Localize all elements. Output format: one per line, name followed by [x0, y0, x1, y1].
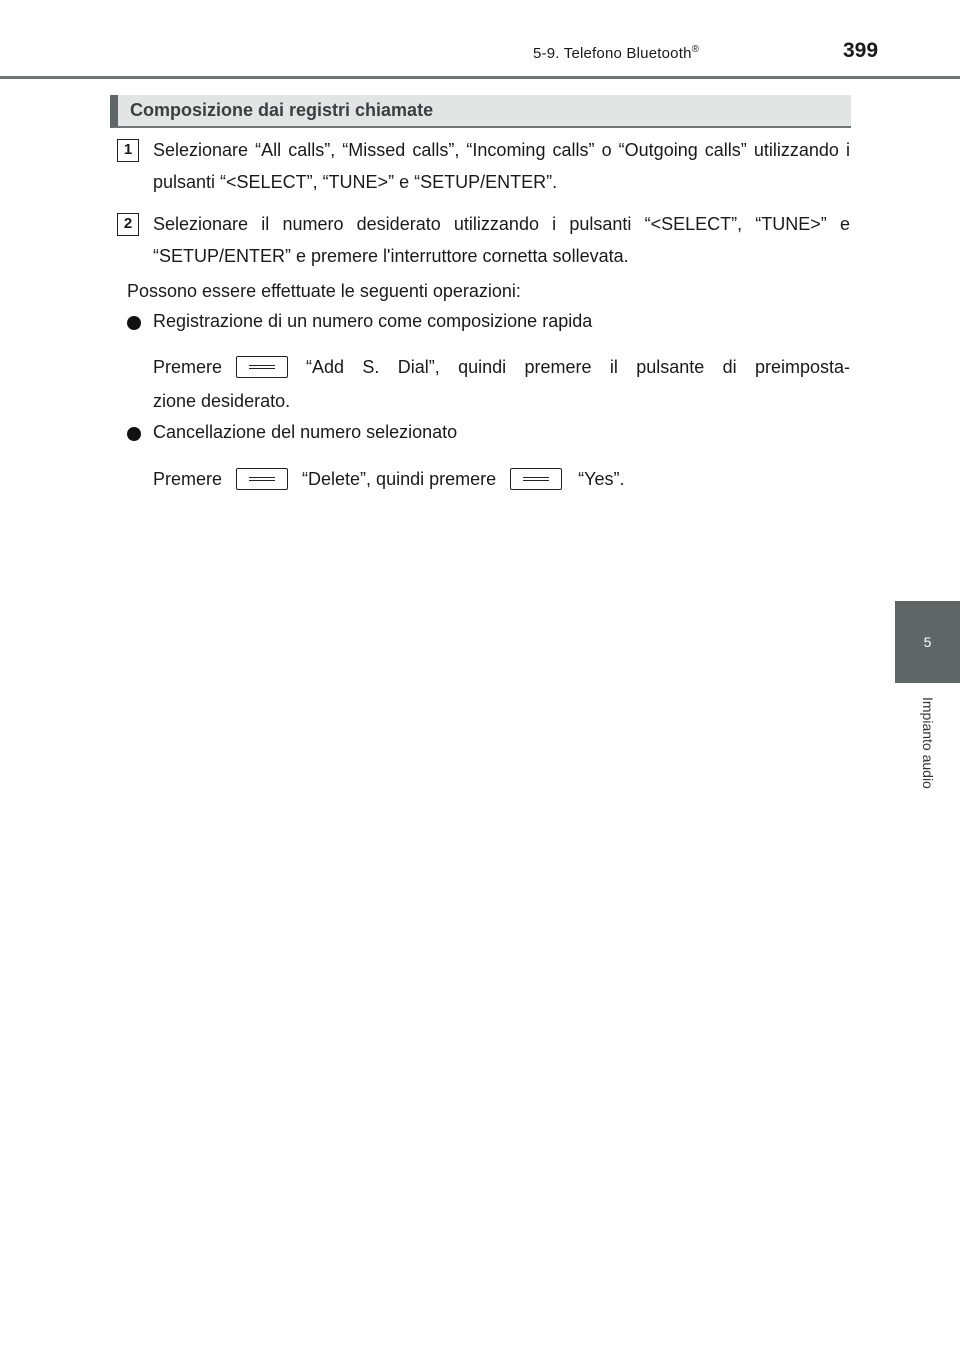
button-double-line-icon[interactable] — [510, 468, 562, 490]
header-divider — [0, 76, 960, 79]
operation-2-title: Cancellazione del numero selezionato — [153, 422, 458, 442]
step-number-1: 1 — [117, 139, 139, 162]
operation-2-instruction — [153, 468, 624, 490]
chapter-label-text: Impianto audio — [919, 697, 936, 789]
section-title-text: 5-9. Telefono Bluetooth — [533, 45, 692, 62]
operation-1-instruction — [153, 356, 850, 378]
chapter-tab[interactable] — [895, 601, 960, 683]
registered-mark: ® — [691, 44, 700, 55]
press-label: Premere — [153, 356, 223, 377]
button-double-line-icon[interactable] — [236, 468, 288, 490]
operation-1-action-cont: zione desiderato. — [153, 391, 291, 411]
page-number: 399 — [843, 39, 879, 62]
operation-1-action: “Add S. Dial”, quindi premere il pulsante di preimposta- — [306, 356, 850, 377]
header-section-title — [533, 44, 699, 62]
bullet-dot-icon — [127, 316, 141, 330]
chapter-number: 5 — [923, 634, 932, 650]
operations-intro: Possono essere effettuate le seguenti operazioni: — [127, 281, 521, 301]
section-heading-text: Composizione dai registri chiamate — [130, 100, 434, 120]
button-double-line-icon[interactable] — [236, 356, 288, 378]
section-heading — [110, 95, 851, 128]
bullet-dot-icon — [127, 427, 141, 441]
operation-2-action-end: “Yes”. — [578, 468, 625, 489]
step-number-2: 2 — [117, 213, 139, 236]
step-1-text: Selezionare “All calls”, “Missed calls”, “Incoming calls” o “Outgoing calls” utilizzando i pulsanti “<SELECT”, “TUNE>” e “SETUP/ENTER”. — [153, 140, 850, 192]
chapter-label — [895, 683, 960, 823]
operation-1-title: Registrazione di un numero come composizione rapida — [153, 311, 593, 331]
press-label: Premere — [153, 468, 223, 489]
step-2-text: Selezionare il numero desiderato utilizzando i pulsanti “<SELECT”, “TUNE>” e “SETUP/ENTER” e premere l'interruttore cornetta sollevata. — [153, 214, 850, 266]
operation-2-action: “Delete”, quindi premere — [302, 468, 497, 489]
